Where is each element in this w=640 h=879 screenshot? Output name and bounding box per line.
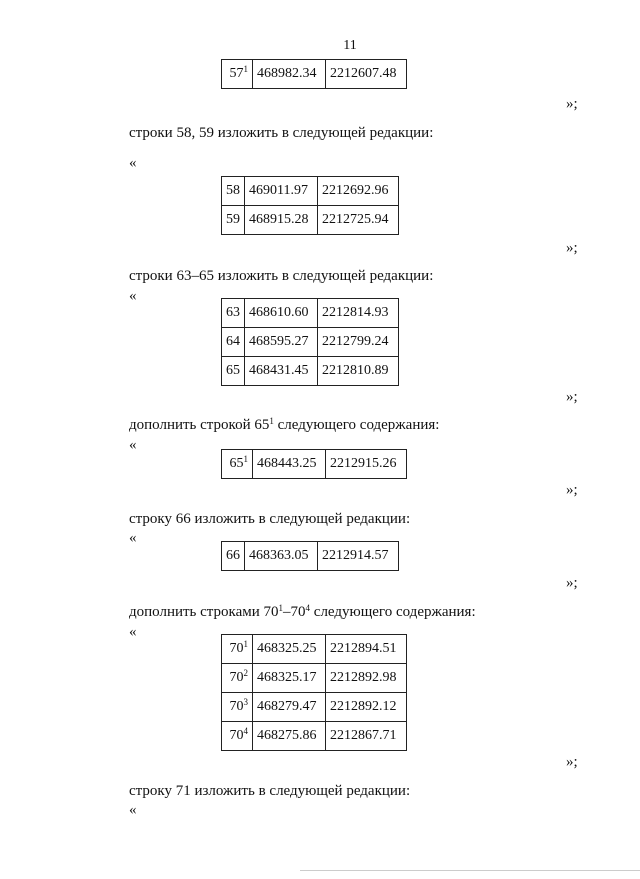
opening-quote: « xyxy=(129,437,137,453)
instruction-text: строку 66 изложить в следующей редакции: xyxy=(129,511,411,527)
coordinates-table-65-1 xyxy=(221,449,407,479)
table-row xyxy=(222,299,399,328)
table-row xyxy=(222,60,407,89)
instruction-text: строки 63–65 изложить в следующей редакции: xyxy=(129,268,434,284)
table-row xyxy=(222,357,399,386)
opening-quote: « xyxy=(129,624,137,640)
x-coordinate: 468325.25 xyxy=(253,635,326,664)
x-coordinate: 468275.86 xyxy=(253,722,326,751)
table-row xyxy=(222,542,399,571)
y-coordinate: 2212810.89 xyxy=(318,357,399,386)
instruction-text: строку 71 изложить в следующей редакции: xyxy=(129,783,411,799)
point-number: $70^3$ xyxy=(222,693,253,722)
point-number: $65^1$ xyxy=(222,450,253,479)
point-number: $70^1$ xyxy=(222,635,253,664)
closing-quote: »; xyxy=(566,240,578,256)
closing-quote: »; xyxy=(566,482,578,498)
opening-quote: « xyxy=(129,155,137,171)
y-coordinate: 2212915.26 xyxy=(326,450,407,479)
x-coordinate: 469011.97 xyxy=(245,177,318,206)
instruction-text: дополнить строками $70^1-70^4$ следующего содержания: xyxy=(129,603,476,620)
x-coordinate: 468443.25 xyxy=(253,450,326,479)
point-number: 63 xyxy=(222,299,245,328)
coordinates-table-66 xyxy=(221,541,399,571)
x-coordinate: 468595.27 xyxy=(245,328,318,357)
x-coordinate: 468982.34 xyxy=(253,60,326,89)
x-coordinate: 468279.47 xyxy=(253,693,326,722)
closing-quote: »; xyxy=(566,96,578,112)
scan-artifact-line xyxy=(300,870,640,871)
coordinates-table-57-1 xyxy=(221,59,407,89)
point-number: $57^1$ xyxy=(222,60,253,89)
x-coordinate: 468363.05 xyxy=(245,542,318,571)
point-number: 58 xyxy=(222,177,245,206)
closing-quote: »; xyxy=(566,754,578,770)
instruction-text: дополнить строкой $65^1$ следующего содержания: xyxy=(129,416,440,433)
point-number: 66 xyxy=(222,542,245,571)
point-number: 59 xyxy=(222,206,245,235)
y-coordinate: 2212892.12 xyxy=(326,693,407,722)
y-coordinate: 2212799.24 xyxy=(318,328,399,357)
y-coordinate: 2212607.48 xyxy=(326,60,407,89)
y-coordinate: 2212914.57 xyxy=(318,542,399,571)
opening-quote: « xyxy=(129,530,137,546)
instruction-text: строки 58, 59 изложить в следующей редакции: xyxy=(129,125,434,141)
closing-quote: »; xyxy=(566,389,578,405)
coordinates-table-58-59 xyxy=(221,176,399,235)
table-row xyxy=(222,722,407,751)
x-coordinate: 468431.45 xyxy=(245,357,318,386)
y-coordinate: 2212725.94 xyxy=(318,206,399,235)
x-coordinate: 468325.17 xyxy=(253,664,326,693)
point-number: 65 xyxy=(222,357,245,386)
y-coordinate: 2212867.71 xyxy=(326,722,407,751)
point-number: 64 xyxy=(222,328,245,357)
page-number: 11 xyxy=(343,38,357,53)
y-coordinate: 2212892.98 xyxy=(326,664,407,693)
y-coordinate: 2212814.93 xyxy=(318,299,399,328)
coordinates-table-70-1-70-4 xyxy=(221,634,407,751)
table-row xyxy=(222,177,399,206)
x-coordinate: 468915.28 xyxy=(245,206,318,235)
table-row xyxy=(222,693,407,722)
table-row xyxy=(222,328,399,357)
point-number: $70^2$ xyxy=(222,664,253,693)
point-number: $70^4$ xyxy=(222,722,253,751)
opening-quote: « xyxy=(129,802,137,818)
coordinates-table-63-65 xyxy=(221,298,399,386)
table-row xyxy=(222,450,407,479)
x-coordinate: 468610.60 xyxy=(245,299,318,328)
table-row xyxy=(222,635,407,664)
y-coordinate: 2212692.96 xyxy=(318,177,399,206)
y-coordinate: 2212894.51 xyxy=(326,635,407,664)
opening-quote: « xyxy=(129,288,137,304)
table-row xyxy=(222,206,399,235)
table-row xyxy=(222,664,407,693)
closing-quote: »; xyxy=(566,575,578,591)
